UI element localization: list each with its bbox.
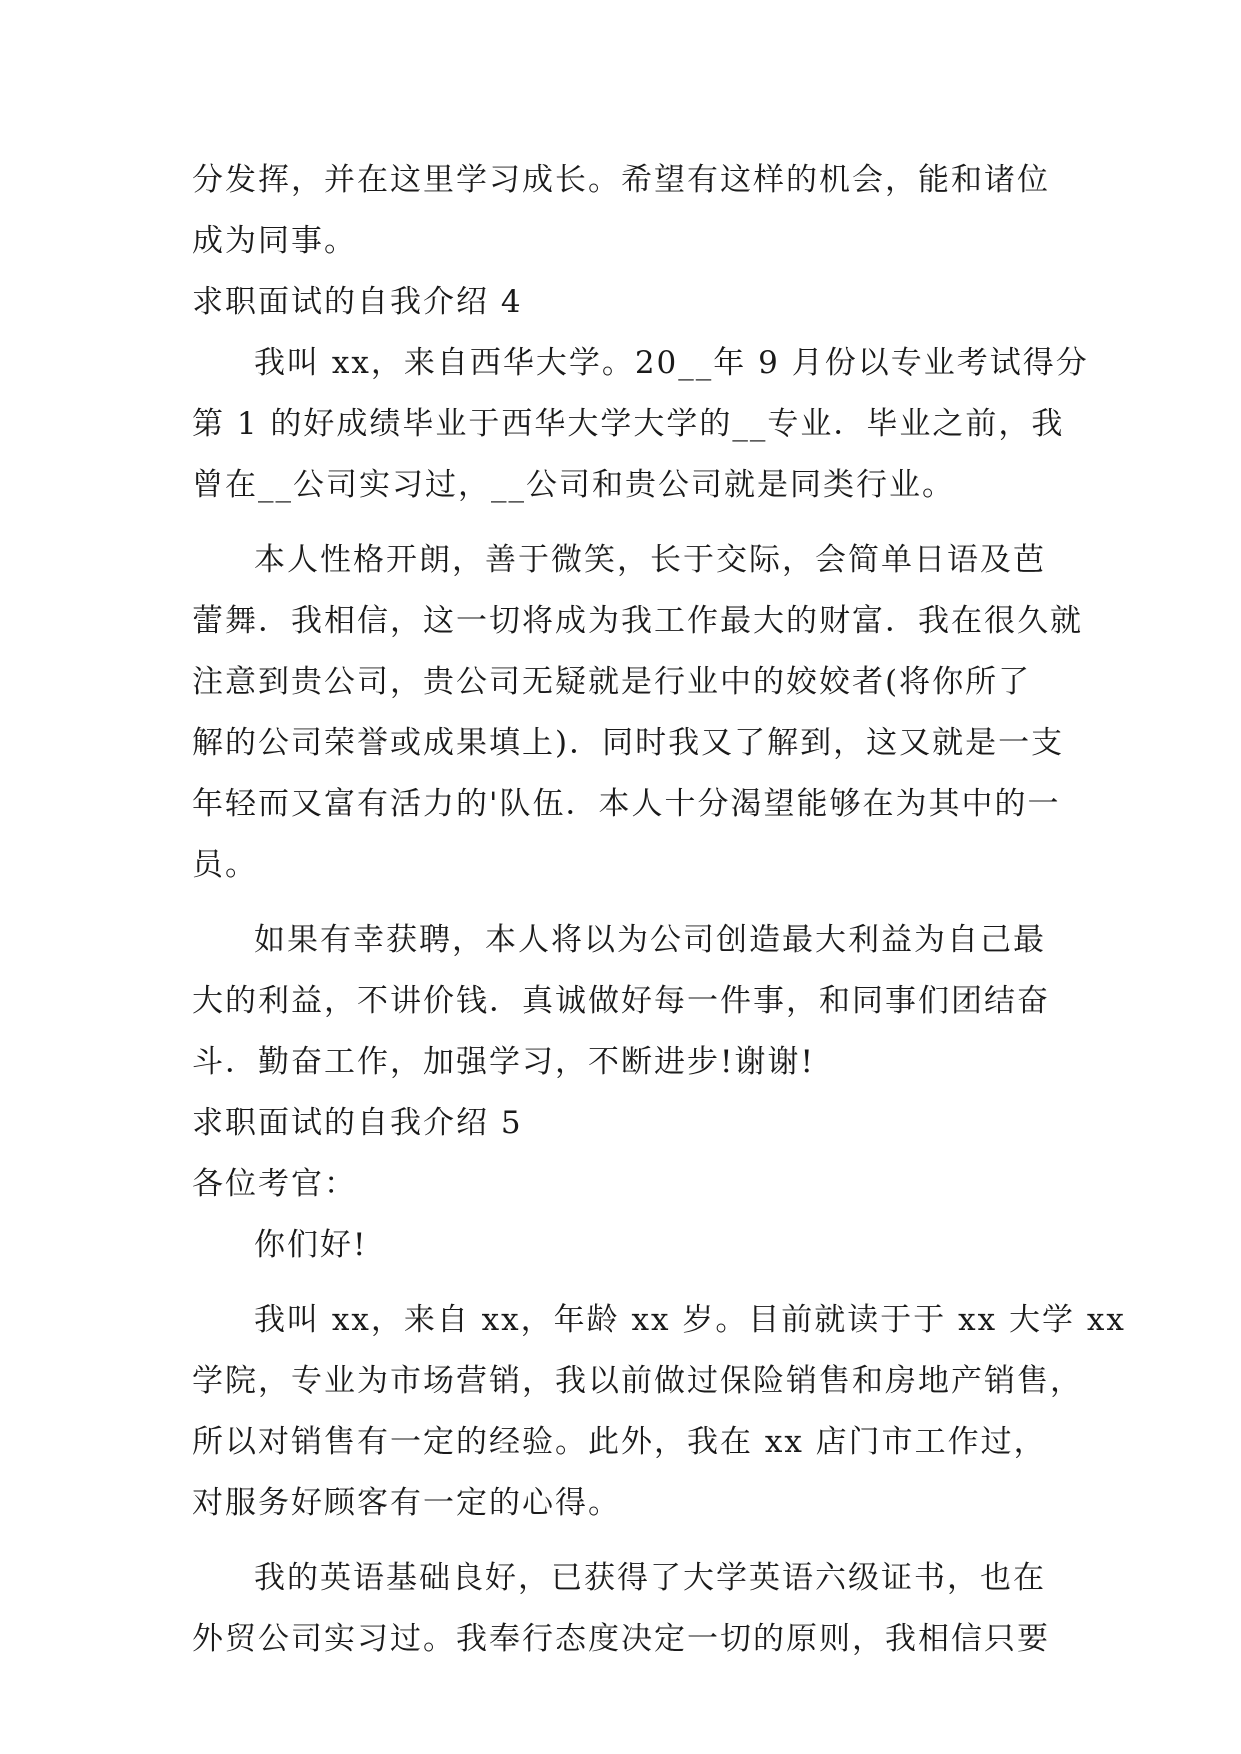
paragraph <box>192 1548 1050 1670</box>
text-line: 本人性格开朗，善于微笑，长于交际，会简单日语及芭 <box>254 542 1046 578</box>
text-line: 我的英语基础良好，已获得了大学英语六级证书，也在 <box>254 1560 1046 1596</box>
text-line: 对服务好顾客有一定的心得。 <box>192 1485 621 1521</box>
paragraph-continued <box>192 150 1050 272</box>
paragraph <box>192 910 1050 1093</box>
paragraph <box>192 333 1089 516</box>
section-heading-4: 求职面试的自我介绍 4 <box>192 284 523 320</box>
salutation: 各位考官： <box>192 1166 357 1202</box>
text-line: 外贸公司实习过。我奉行态度决定一切的原则，我相信只要 <box>192 1621 1050 1657</box>
text-line: 大的利益，不讲价钱．真诚做好每一件事，和同事们团结奋 <box>192 983 1050 1019</box>
text-line: 第 1 的好成绩毕业于西华大学大学的__专业．毕业之前，我 <box>192 406 1065 442</box>
text-line: 学院，专业为市场营销，我以前做过保险销售和房地产销售， <box>192 1363 1083 1399</box>
greeting: 你们好! <box>254 1227 368 1263</box>
text-line: 如果有幸获聘，本人将以为公司创造最大利益为自己最 <box>254 922 1046 958</box>
text-line: 曾在__公司实习过，__公司和贵公司就是同类行业。 <box>192 467 955 503</box>
text-line: 我叫 xx，来自西华大学。20__年 9 月份以专业考试得分 <box>254 345 1089 381</box>
text-line: 所以对销售有一定的经验。此外，我在 xx 店门市工作过， <box>192 1424 1047 1460</box>
paragraph <box>192 530 1083 896</box>
text-line: 我叫 xx，来自 xx，年龄 xx 岁。目前就读于于 xx 大学 xx <box>254 1302 1126 1338</box>
text-line: 成为同事。 <box>192 223 357 259</box>
text-line: 斗．勤奋工作，加强学习，不断进步!谢谢! <box>192 1044 815 1080</box>
text-line: 蕾舞．我相信，这一切将成为我工作最大的财富．我在很久就 <box>192 603 1083 639</box>
text-line: 解的公司荣誉或成果填上)．同时我又了解到，这又就是一支 <box>192 725 1065 761</box>
text-line: 注意到贵公司，贵公司无疑就是行业中的姣姣者(将你所了 <box>192 664 1032 700</box>
paragraph <box>192 1290 1126 1534</box>
text-line: 分发挥，并在这里学习成长。希望有这样的机会，能和诸位 <box>192 162 1050 198</box>
document-page <box>192 150 1126 1670</box>
section-heading-5: 求职面试的自我介绍 5 <box>192 1105 523 1141</box>
text-line: 员。 <box>192 847 258 883</box>
text-line: 年轻而又富有活力的'队伍．本人十分渴望能够在为其中的一 <box>192 786 1061 822</box>
